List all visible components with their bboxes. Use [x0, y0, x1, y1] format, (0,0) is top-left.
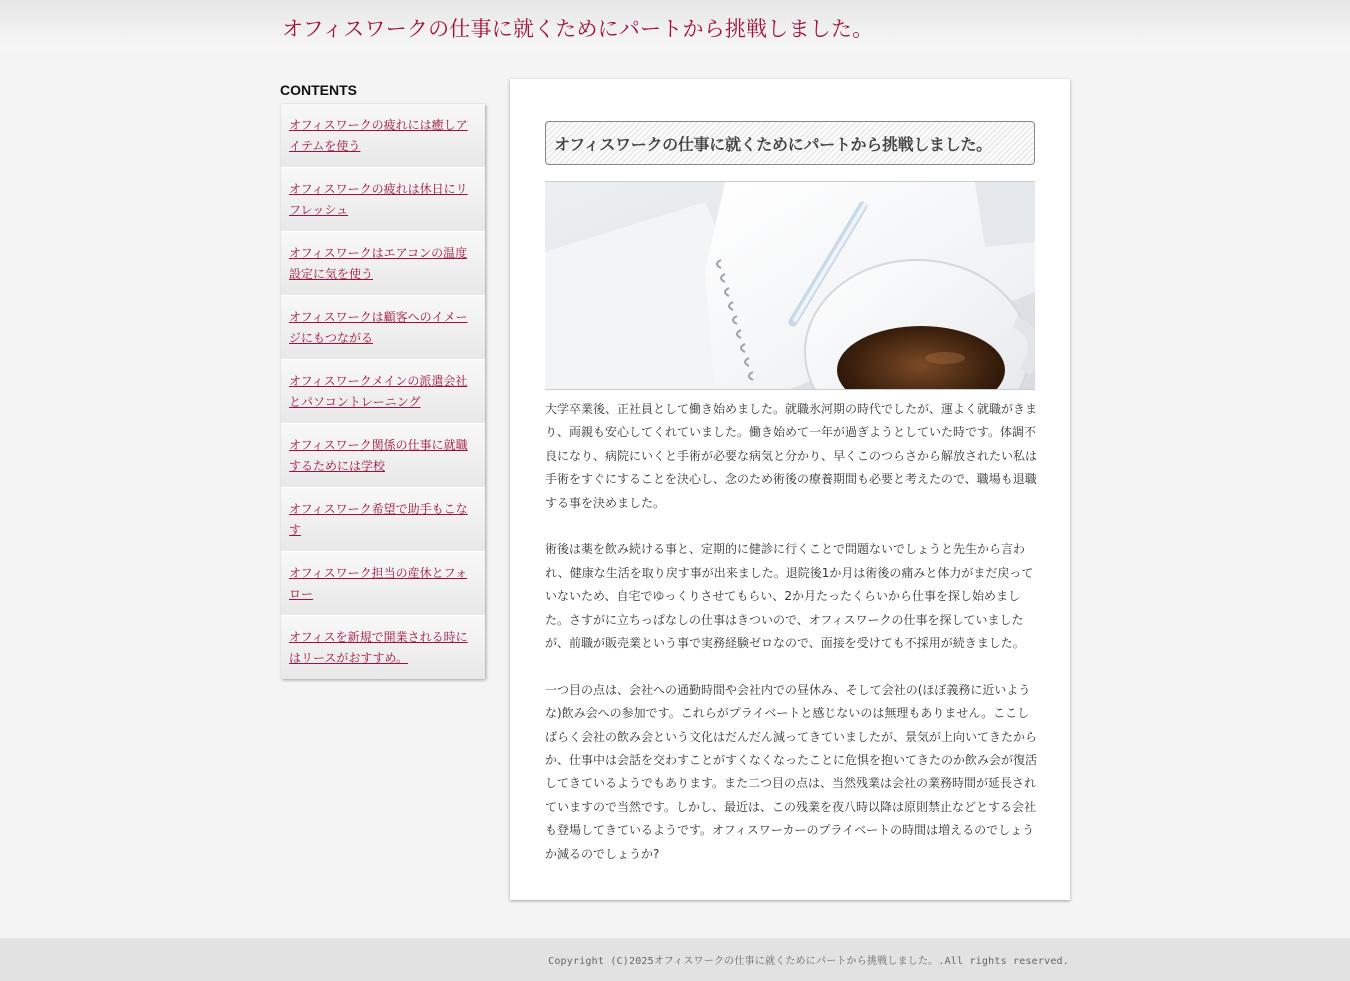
article-body: [545, 398, 1037, 889]
sidebar-item: [281, 616, 485, 679]
sidebar-item: [281, 296, 485, 360]
sidebar-link[interactable]: オフィスワーク希望で助手もこなす: [289, 502, 468, 537]
sidebar-heading: CONTENTS: [280, 82, 357, 98]
copyright-text: Copyright (C)2025オフィスワークの仕事に就くためにパートから挑戦しました。.All rights reserved.: [548, 956, 1069, 967]
article-title: オフィスワークの仕事に就くためにパートから挑戦しました。: [545, 121, 1035, 165]
sidebar-link[interactable]: オフィスワークはエアコンの温度設定に気を使う: [289, 246, 468, 281]
sidebar-link[interactable]: オフィスワーク担当の産休とフォロー: [289, 566, 468, 601]
site-title-link[interactable]: オフィスワークの仕事に就くためにパートから挑戦しました。: [282, 17, 874, 41]
main-content: [510, 79, 1070, 900]
sidebar-item: [281, 360, 485, 424]
sidebar-link[interactable]: オフィスワーク関係の仕事に就職するためには学校: [289, 438, 468, 473]
sidebar-link[interactable]: オフィスワークの疲れには癒しアイテムを使う: [289, 118, 468, 153]
article-paragraph: 大学卒業後、正社員として働き始めました。就職氷河期の時代でしたが、運よく就職がきまり、両親も安心してくれていました。働き始めて一年が過ぎようとしていた時です。体調不良になり、病院にいくと手術が必要な病気と分かり、早くこのつらさから解放されたい私は手術をすぐにすることを決心し、念のため術後の療養期間も必要と考えたので、職場も退職する事を決めました。: [545, 402, 1038, 510]
article-paragraph: 術後は薬を飲み続ける事と、定期的に健診に行くことで問題ないでしょうと先生から言われ、健康な生活を取り戻す事が出来ました。退院後1か月は術後の痛みと体力がまだ戻っていないため、自宅でゆっくりさせてもらい、2か月たったくらいから仕事を探し始めました。さすがに立ちっぱなしの仕事はきついので、オフィスワークの仕事を探していましたが、前職が販売業という事で実務経験ゼロなので、面接を受けても不採用が続きました。: [545, 542, 1034, 651]
sidebar-item: [281, 424, 485, 488]
hero-image: [545, 181, 1035, 390]
sidebar-item: [281, 168, 485, 232]
sidebar-item: [281, 232, 485, 296]
article-paragraph: 一つ目の点は、会社への通勤時間や会社内での昼休み、そして会社の(ほぼ義務に近いような)飲み会への参加です。これらがプライベートと感じないのは無理もありません。ここしばらく会社の飲み会という文化はだんだん減ってきていましたが、景気が上向いてきたからか、仕事中は会話を交わすことがすくなくなったことに危惧を抱いてきたのか飲み会が復活してきているようでもあります。また二つ目の点は、当然残業は会社の業務時間が延長されていますので当然です。しかし、最近は、この残業を夜八時以降は原則禁止などとする会社も登場してきているようです。オフィスワーカーのプライベートの時間は増えるのでしょうか減るのでしょうか?: [545, 682, 1038, 861]
footer: [0, 938, 1350, 981]
header-bar: [0, 0, 1350, 58]
sidebar-link[interactable]: オフィスワークメインの派遣会社とパソコントレーニング: [289, 374, 468, 409]
coffee-cup-notebook-icon: [545, 182, 1035, 390]
sidebar-link[interactable]: オフィスワークの疲れは休日にリフレッシュ: [289, 182, 468, 217]
sidebar-link[interactable]: オフィスを新規で開業される時にはリースがおすすめ。: [289, 630, 468, 665]
sidebar-link[interactable]: オフィスワークは顧客へのイメージにもつながる: [289, 310, 468, 345]
sidebar-item: [281, 552, 485, 616]
sidebar-item: [281, 104, 485, 168]
sidebar-nav: [281, 104, 485, 679]
sidebar-item: [281, 488, 485, 552]
